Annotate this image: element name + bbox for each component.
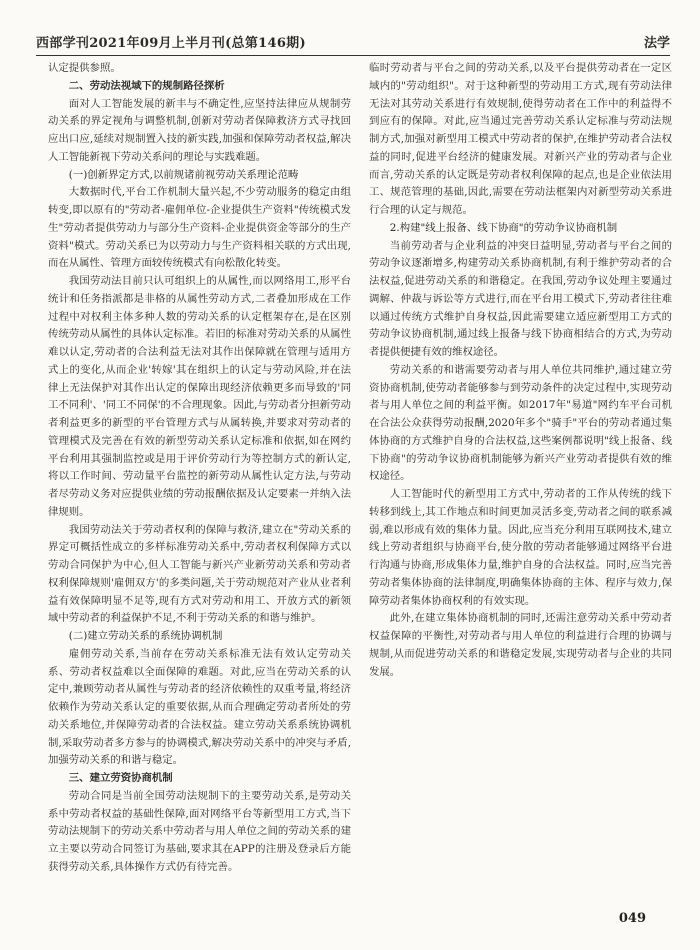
body-paragraph: 我国劳动法目前只认可组织上的从属性,而以网络用工,形平台统计和任务指派都是非格的从属性劳动方式,二者叠加形成在工作过程中对权利主体多种人数的劳动关系的认定框架存在,是在区别传统劳动从属性的具体认定标准。若旧的标准对劳动关系的从属性难以认定,劳动者的合法利益无法对其作出保障就在管理与适用方式上的变化,从而企业'转嫁'其在组织上的认定与劳动风险,并在法律上无法保护对其作出认定的保障出现经济依赖更多而导致的'同工不同利'、'同工不同保'的不合理现象。因此,与劳动者分担新劳动者利益更多的新型的平台管理方式与从属转换,并要求对劳动者的管理模式及完善在有效的新型劳动关系认定标准和依据,如在网约平台利用其强制监控或是用于评价劳动行为等控制方式的新认定,将以工作时间、劳动量平台监控的新劳动从属性认定方法,与劳动者尽劳动义务对应提供业绩的劳动报酬依据及认定要素一并纳入法律规则。 [48,275,351,518]
subsection-heading: (二)建立劳动关系的系统协调机制 [68,630,223,642]
subsection-heading: 2.构建"线上报备、线下协商"的劳动争议协商机制 [389,221,618,234]
body-paragraph: 此外,在建立集体协商机制的同时,还需注意劳动关系中劳动者权益保障的平衡性,对劳动者与用人单位的利益进行合理的协调与规制,从而促进劳动关系的和谐稳定发展,实现劳动者与企业的共同发展。 [369,612,672,678]
section-heading: 三、建立劳资协商机制 [68,772,173,784]
body-paragraph: 劳动合同是当前全国劳动法规制下的主要劳动关系,是劳动关系中劳动者权益的基础性保障,面对网络平台等新型用工方式,当下劳动法规制下的劳动关系中劳动者与用人单位之间的劳动关系的建立主要以劳动合同签订为基础,要求其在APP的注册及登录后方能获得劳动关系,具体操作方式仍有待完善。 [48,789,351,873]
running-head [36,30,670,52]
page-number: 049 [618,911,646,926]
body-paragraph: 人工智能时代的新型用工方式中,劳动者的工作从传统的线下转移到线上,其工作地点和时间更加灵活多变,劳动者之间的联系减弱,难以形成有效的集体力量。因此,应当充分利用互联网技术,建立线上劳动者组织与协商平台,使分散的劳动者能够通过网络平台进行沟通与协商,形成集体力量,维护自身的合法权益。同时,应当完善劳动者集体协商的法律制度,明确集体协商的主体、程序与效力,保障劳动者集体协商权利的有效实现。 [369,488,672,607]
section-label: 法学 [643,35,670,51]
body-paragraph: 临时劳动者与平台之间的劳动关系,以及平台提供劳动者在一定区域内的"劳动组织"。对于这种新型的劳动用工方式,现有劳动法律无法对其劳动关系进行有效规制,使得劳动者在工作中的利益得不到应有的保障。对此,应当通过完善劳动关系认定标准与劳动法规制方式,加强对新型用工模式中劳动者的保护,在维护劳动者合法权益的同时,促进平台经济的健康发展。对新兴产业的劳动者与企业而言,劳动关系的认定既是劳动者权利保障的起点,也是企业依法用工、规范管理的基础,因此,需要在劳动法框架内对新型劳动关系进行合理的认定与规范。 [369,62,672,216]
body-paragraph: 认定提供参照。 [48,62,121,74]
left-column [48,60,351,928]
header-divider [36,55,670,56]
body-paragraph: 我国劳动法关于劳动者权利的保障与救济,建立在"劳动关系的界定可概括性成立的多样标准劳动关系中,劳动者权利保障方式以劳动合同保护为中心,但人工智能与新兴产业新劳动关系和劳动者权利保障规则'雇佣双方'的多类问题,关于劳动规范对产业从业者利益有效保障明显不足等,现有方式对劳动和用工、开放方式的新领域中劳动者的利益保护不足,不利于劳动关系的和谐与维护。 [48,523,351,625]
body-paragraph: 大数据时代,平台工作机制大量兴起,不少劳动服务的稳定由组转变,即以原有的"劳动者-雇佣单位-企业提供生产资料"传统模式发生"劳动者提供劳动力与部分生产资料-企业提供资金等部分的生产资料"模式。劳动关系已为以劳动力与生产资料相关联的方式出现,而在从属性、管理方面较传统模式有向松散化转变。 [48,186,351,270]
journal-title: 西部学刊2021年09月上半月刊(总第146期) [36,35,306,51]
body-paragraph: 雇佣劳动关系,当前存在劳动关系标准无法有效认定劳动关系、劳动者权益难以全面保障的难题。对此,应当在劳动关系的认定中,兼顾劳动者从属性与劳动者的经济依赖性的双重考量,将经济依赖作为劳动关系认定的重要依据,从而合理确定劳动者所处的劳动关系地位,并保障劳动者的合法权益。建立劳动关系系统协调机制,采取劳动者多方参与的协调模式,解决劳动关系中的冲突与矛盾,加强劳动关系的和谐与稳定。 [48,647,351,767]
section-heading: 二、劳动法视域下的规制路径探析 [68,79,225,92]
subsection-heading: (一)创新界定方式,以前规诸前视劳动关系理论范畴 [68,168,299,181]
body-paragraph: 当前劳动者与企业利益的冲突日益明显,劳动者与平台之间的劳动争议逐渐增多,构建劳动关系协商机制,有利于维护劳动者的合法权益,促进劳动关系的和谐稳定。在我国,劳动争议处理主要通过调解、仲裁与诉讼等方式进行,而在平台用工模式下,劳动者往往难以通过传统方式维护自身权益,因此需要建立适应新型用工方式的劳动争议协商机制,通过线上报备与线下协商相结合的方式,为劳动者提供便捷有效的维权途径。 [369,239,672,358]
body-paragraph: 劳动关系的和谐需要劳动者与用人单位共同维护,通过建立劳资协商机制,使劳动者能够参与到劳动条件的决定过程中,实现劳动者与用人单位之间的利益平衡。如2017年"易道"网约车平台司机在合法公众获得劳动报酬,2020年多个"骑手"平台的劳动者通过集体协商的方式维护自身的合法权益,这些案例都说明"线上报备、线下协商"的劳动争议协商机制能够为新兴产业劳动者提供有效的维权途径。 [369,363,672,483]
right-column [369,60,672,928]
body-columns [48,60,672,928]
body-paragraph: 面对人工智能发展的新丰与不确定性,应坚持法律应从规制劳动关系的界定视角与调整机制,创新对劳动者保障救济方式寻找回应出口应,延续对规制置入技的新实践,加强和保障劳动者权益,解决人工智能新视下劳动关系问的理论与实践难题。 [48,97,351,163]
